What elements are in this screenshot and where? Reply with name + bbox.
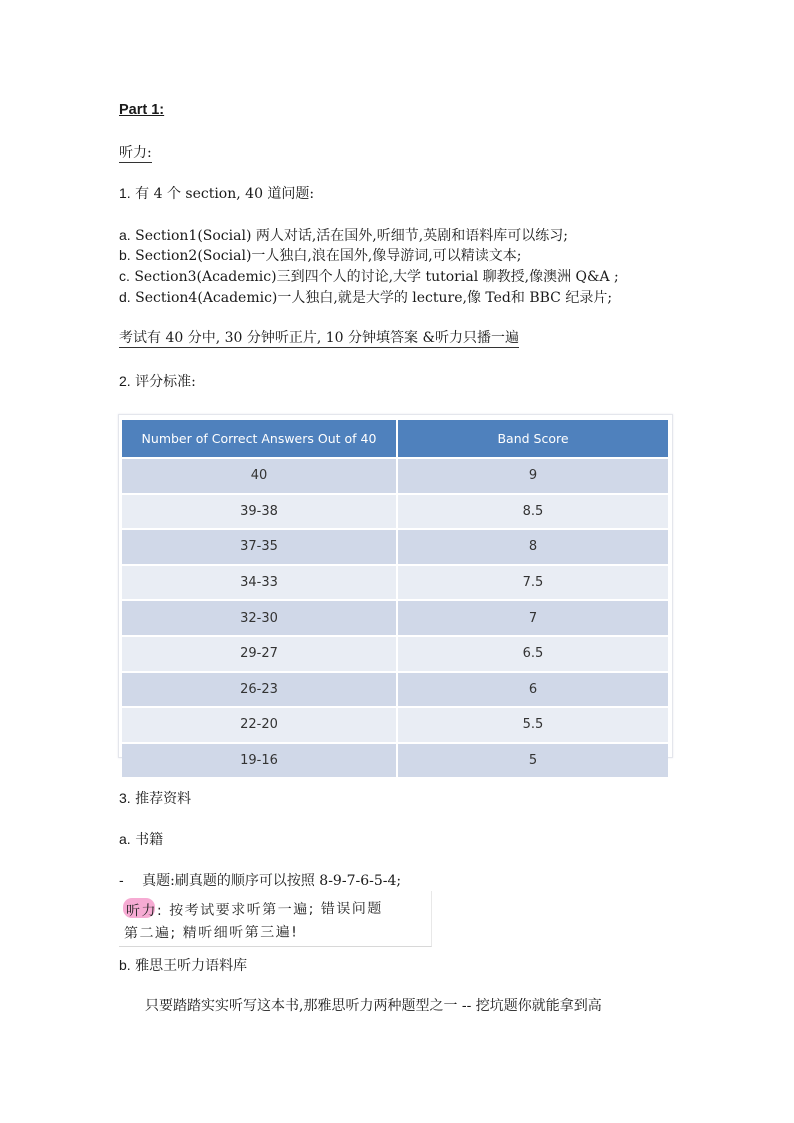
table-row (122, 566, 668, 602)
section-c-label: c. (119, 268, 130, 284)
item-3 (119, 788, 191, 808)
corpus-text: 雅思王听力语料库 (135, 958, 248, 974)
section-b-text: Section2(Social)一人独白,浪在国外,像导游词,可以精读文本; (135, 248, 522, 264)
header-correct-answers: Number of Correct Answers Out of 40 (122, 420, 398, 459)
correct-answers-cell: 22-20 (122, 708, 398, 744)
section-c (119, 266, 619, 286)
correct-answers-cell: 19-16 (122, 744, 398, 780)
real-tests-dash: - (119, 872, 124, 888)
real-tests-text: 真题:刷真题的顺序可以按照 8-9-7-6-5-4; (142, 873, 402, 889)
band-score-cell: 5.5 (398, 708, 668, 744)
band-score-cell: 8.5 (398, 495, 668, 531)
item-2-text: 评分标准: (135, 374, 196, 390)
exam-note (119, 327, 519, 347)
item-3-number: 3. (119, 790, 131, 806)
correct-answers-cell: 34-33 (122, 566, 398, 602)
books-heading (119, 829, 163, 849)
section-b-label: b. (119, 247, 131, 263)
correct-answers-cell: 37-35 (122, 530, 398, 566)
item-3-text: 推荐资料 (135, 791, 192, 807)
subtitle-listening (119, 142, 152, 162)
band-score-cell: 6.5 (398, 637, 668, 673)
corpus-label: b. (119, 957, 131, 973)
band-score-cell: 5 (398, 744, 668, 780)
corpus-description: 只要踏踏实实听写这本书,那雅思听力两种题型之一 -- 挖坑题你就能拿到高 (145, 998, 602, 1014)
correct-answers-cell: 40 (122, 459, 398, 495)
section-d (119, 287, 612, 307)
section-c-text: Section3(Academic)三到四个人的讨论,大学 tutorial 聊教授,像澳洲 Q&A ; (134, 269, 619, 285)
band-score-cell: 6 (398, 673, 668, 709)
score-table-header-row (122, 420, 668, 459)
section-d-label: d. (119, 289, 131, 305)
item-2 (119, 371, 196, 391)
table-row (122, 673, 668, 709)
table-row (122, 637, 668, 673)
table-row (122, 601, 668, 637)
item-1 (119, 183, 314, 203)
correct-answers-cell: 26-23 (122, 673, 398, 709)
note-line-1: 听力: 按考试要求听第一遍; 错误问题 (125, 900, 383, 920)
header-band-score: Band Score (398, 420, 668, 459)
correct-answers-cell: 29-27 (122, 637, 398, 673)
handwritten-note-image (119, 891, 432, 947)
section-a-label: a. (119, 227, 131, 243)
part-title: Part 1: (119, 102, 165, 118)
item-1-text: 有 4 个 section, 40 道问题: (135, 186, 315, 202)
table-row (122, 495, 668, 531)
band-score-cell: 7.5 (398, 566, 668, 602)
band-score-cell: 8 (398, 530, 668, 566)
band-score-cell: 9 (398, 459, 668, 495)
section-a-text: Section1(Social) 两人对话,活在国外,听细节,英剧和语料库可以练习; (135, 228, 568, 244)
table-row (122, 744, 668, 780)
section-d-text: Section4(Academic)一人独白,就是大学的 lecture,像 Ted和 BBC 纪录片; (135, 290, 613, 306)
table-row (122, 459, 668, 495)
score-table (122, 420, 668, 779)
real-tests-line (119, 870, 401, 890)
item-1-number: 1. (119, 185, 131, 201)
exam-note-text: 考试有 40 分中, 30 分钟听正片, 10 分钟填答案 &听力只播一遍 (119, 330, 519, 346)
band-score-cell: 7 (398, 601, 668, 637)
corpus-heading (119, 955, 247, 975)
table-row (122, 530, 668, 566)
correct-answers-cell: 32-30 (122, 601, 398, 637)
section-a (119, 225, 568, 245)
books-text: 书籍 (135, 832, 164, 848)
note-line-2: 第二遍; 精听细听第三遍! (123, 924, 299, 942)
books-label: a. (119, 831, 131, 847)
score-table-image (118, 414, 673, 769)
section-b (119, 245, 521, 265)
correct-answers-cell: 39-38 (122, 495, 398, 531)
item-2-number: 2. (119, 373, 131, 389)
subtitle-text: 听力: (119, 145, 152, 161)
table-row (122, 708, 668, 744)
